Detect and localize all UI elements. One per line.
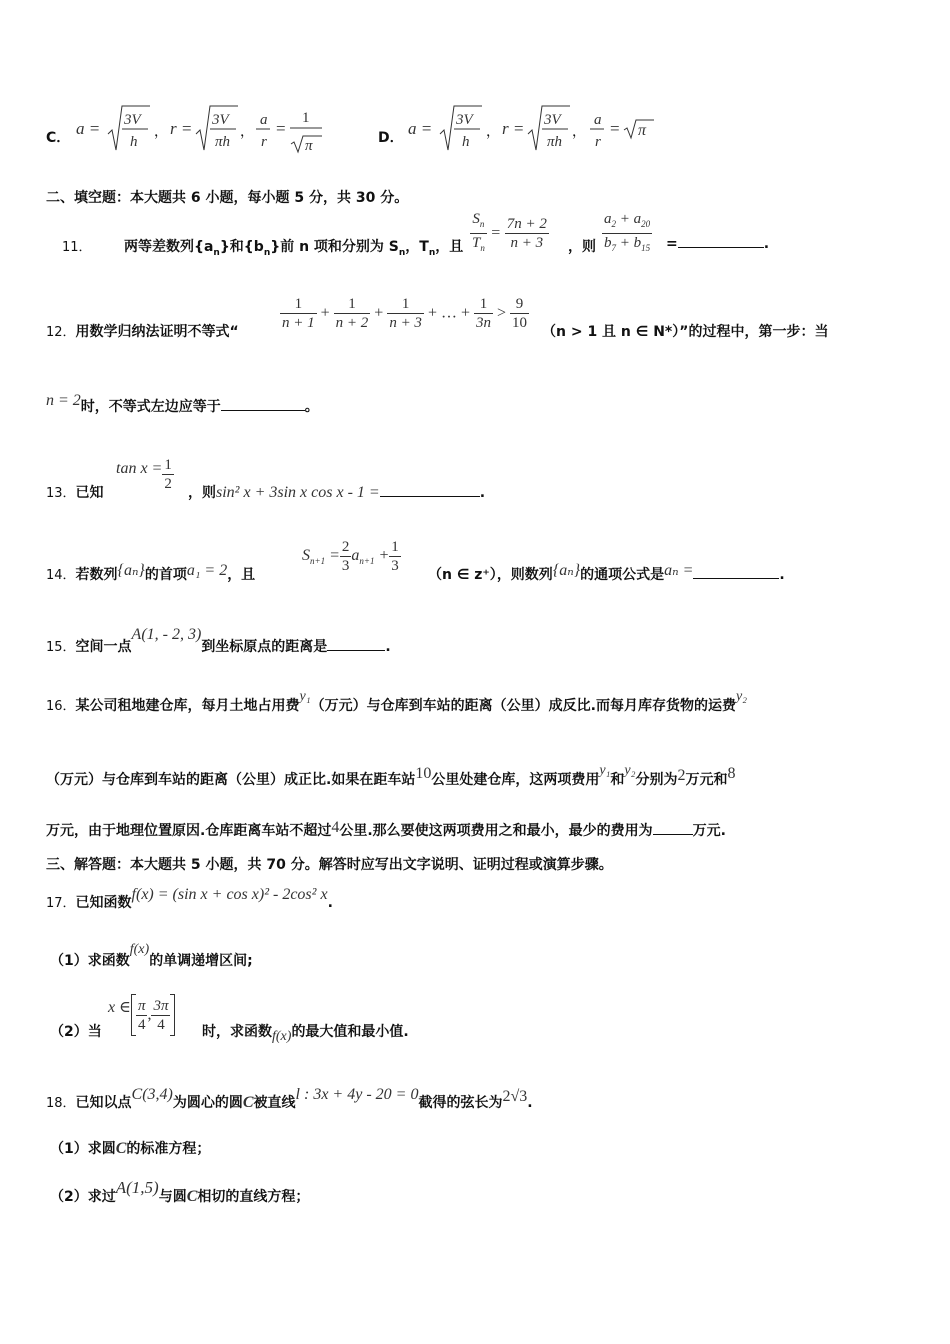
svg-text:=: = [276,119,286,138]
svg-text:，: ， [240,124,254,140]
q14: 14．若数列{aₙ}的首项a₁ = 2，且 [46,562,256,583]
q16-blank[interactable] [653,834,693,835]
q16-number: 16． [46,699,76,714]
q14-blank[interactable] [693,578,779,579]
option-d-label: D． [378,130,404,146]
q11-blank[interactable] [678,247,764,248]
svg-text:，: ， [154,124,168,140]
q17-part2: （2）当 [50,1024,102,1040]
q13-expr: ，则sin² x + 3sin x cos x - 1 = . [188,484,486,501]
q12-n-eq: n = 2 [46,392,81,409]
q16-line2: （万元）与仓库到车站的距离（公里）成正比.如果在距车站10公里处建仓库，这两项费用y₁和y₂分别为2万元和8 [46,763,736,788]
svg-text:a: a [594,112,602,128]
svg-text:1: 1 [302,110,310,126]
svg-text:π: π [305,138,313,154]
q18: 18．已知以点C(3,4)为圆心的圆C被直线l : 3x + 4y - 20 = 0截得的弦长为2√3. [46,1086,533,1111]
q17-interval: x ∈ $\frac{\pi}{4}$ , $\frac{3\pi}{4}$ [108,994,175,1036]
svg-text:r =: r = [502,119,525,138]
q12-inequality: $\frac{1}{n + 1}$ + $\frac{1}{n + 2}$ + $\frac{1}{n + 3}$ + … + $\frac{1}{3n}$ > $\frac{9}{10}$ [282,296,528,331]
q18-part2: （2）求过A(1,5)与圆C相切的直线方程； [50,1178,310,1205]
svg-text:r: r [261,134,267,150]
q14-number: 14． [46,568,76,583]
option-d-math [404,100,664,158]
q13-number: 13． [46,486,76,501]
svg-text:π: π [638,122,647,139]
q17: 17．已知函数f(x) = (sin x + cos x)² - 2cos² x. [46,886,333,911]
q17-part2-rest: 时，求函数f(x)的最大值和最小值. [202,1024,409,1044]
q11-answer: = . [666,236,770,252]
svg-text:πh: πh [547,134,563,150]
svg-text:h: h [130,134,138,150]
q15-blank[interactable] [327,650,385,651]
option-c [46,105,70,155]
q17-number: 17． [46,896,76,911]
q15: 15．空间一点A(1, - 2, 3)到坐标原点的距离是 . [46,626,391,655]
q11-number: 11． [62,240,92,255]
q18-part1: （1）求圆C的标准方程； [50,1140,211,1157]
svg-text:3V: 3V [544,112,561,128]
q18-number: 18． [46,1096,76,1111]
q12-number: 12． [46,325,76,340]
q11-then: ，则 [568,239,596,255]
svg-text:r =: r = [170,119,193,138]
q11-ratio: $\frac{S_n}{T_n}$ = $\frac{7n + 2}{n + 3}$ [472,211,547,253]
svg-text:=: = [610,119,620,138]
q16-line1: 16．某公司租地建仓库，每月土地占用费y₁（万元）与仓库到车站的距离（公里）成反比.而每月库存货物的运费y₂ [46,689,748,714]
q16-line3: 万元，由于地理位置原因.仓库距离车站不超过4公里.那么要使这两项费用之和最小，最少的费用为 万元. [46,819,726,839]
svg-text:a: a [260,112,268,128]
svg-text:r: r [595,134,601,150]
q12: 12．用数学归纳法证明不等式“ [46,324,239,340]
q13-tan: tan x = $\frac{1}{2}$ [116,457,172,492]
section2-heading: 二、填空题：本大题共 6 小题，每小题 5 分，共 30 分。 [46,190,409,206]
svg-text:h: h [462,134,470,150]
q14-rest: （n ∈ z⁺），则数列{aₙ}的通项公式是aₙ = . [428,562,785,583]
svg-text:3V: 3V [456,112,473,128]
svg-text:3V: 3V [124,112,141,128]
svg-text:a =: a = [76,119,101,138]
q13: 13．已知 [46,485,104,501]
svg-text:3V: 3V [212,112,229,128]
q15-number: 15． [46,640,76,655]
svg-text:πh: πh [215,134,231,150]
option-c-label: C． [46,130,71,146]
option-d [378,127,404,147]
q12-cond: （n > 1 且 n ∈ N*）”的过程中，第一步：当 [542,324,829,340]
svg-text:，: ， [572,124,586,140]
svg-text:，: ， [486,124,500,140]
q11-target: $\frac{a_2 + a_{20}}{b_7 + b_{15}}$ [604,211,651,253]
q12-blank[interactable] [221,410,305,411]
q12-line2: n = 2时，不等式左边应等于 。 [46,392,319,415]
svg-text:a =: a = [408,119,433,138]
section3-heading: 三、解答题：本大题共 5 小题，共 70 分。解答时应写出文字说明、证明过程或演算步骤。 [46,857,613,873]
q13-blank[interactable] [380,496,480,497]
q17-part1: （1）求函数f(x)的单调递增区间; [50,942,253,969]
q11: 11． 两等差数列$\{a_n\}$和$\{b_n\}$前 n 项和分别为 $S_n$，$T_n$，且 [62,239,464,258]
option-c-math [72,100,362,158]
q14-recurrence: $S_{n+1}$ = $\frac{2}{3}$ $a_{n+1}$ + $\frac{1}{3}$ [302,539,399,574]
